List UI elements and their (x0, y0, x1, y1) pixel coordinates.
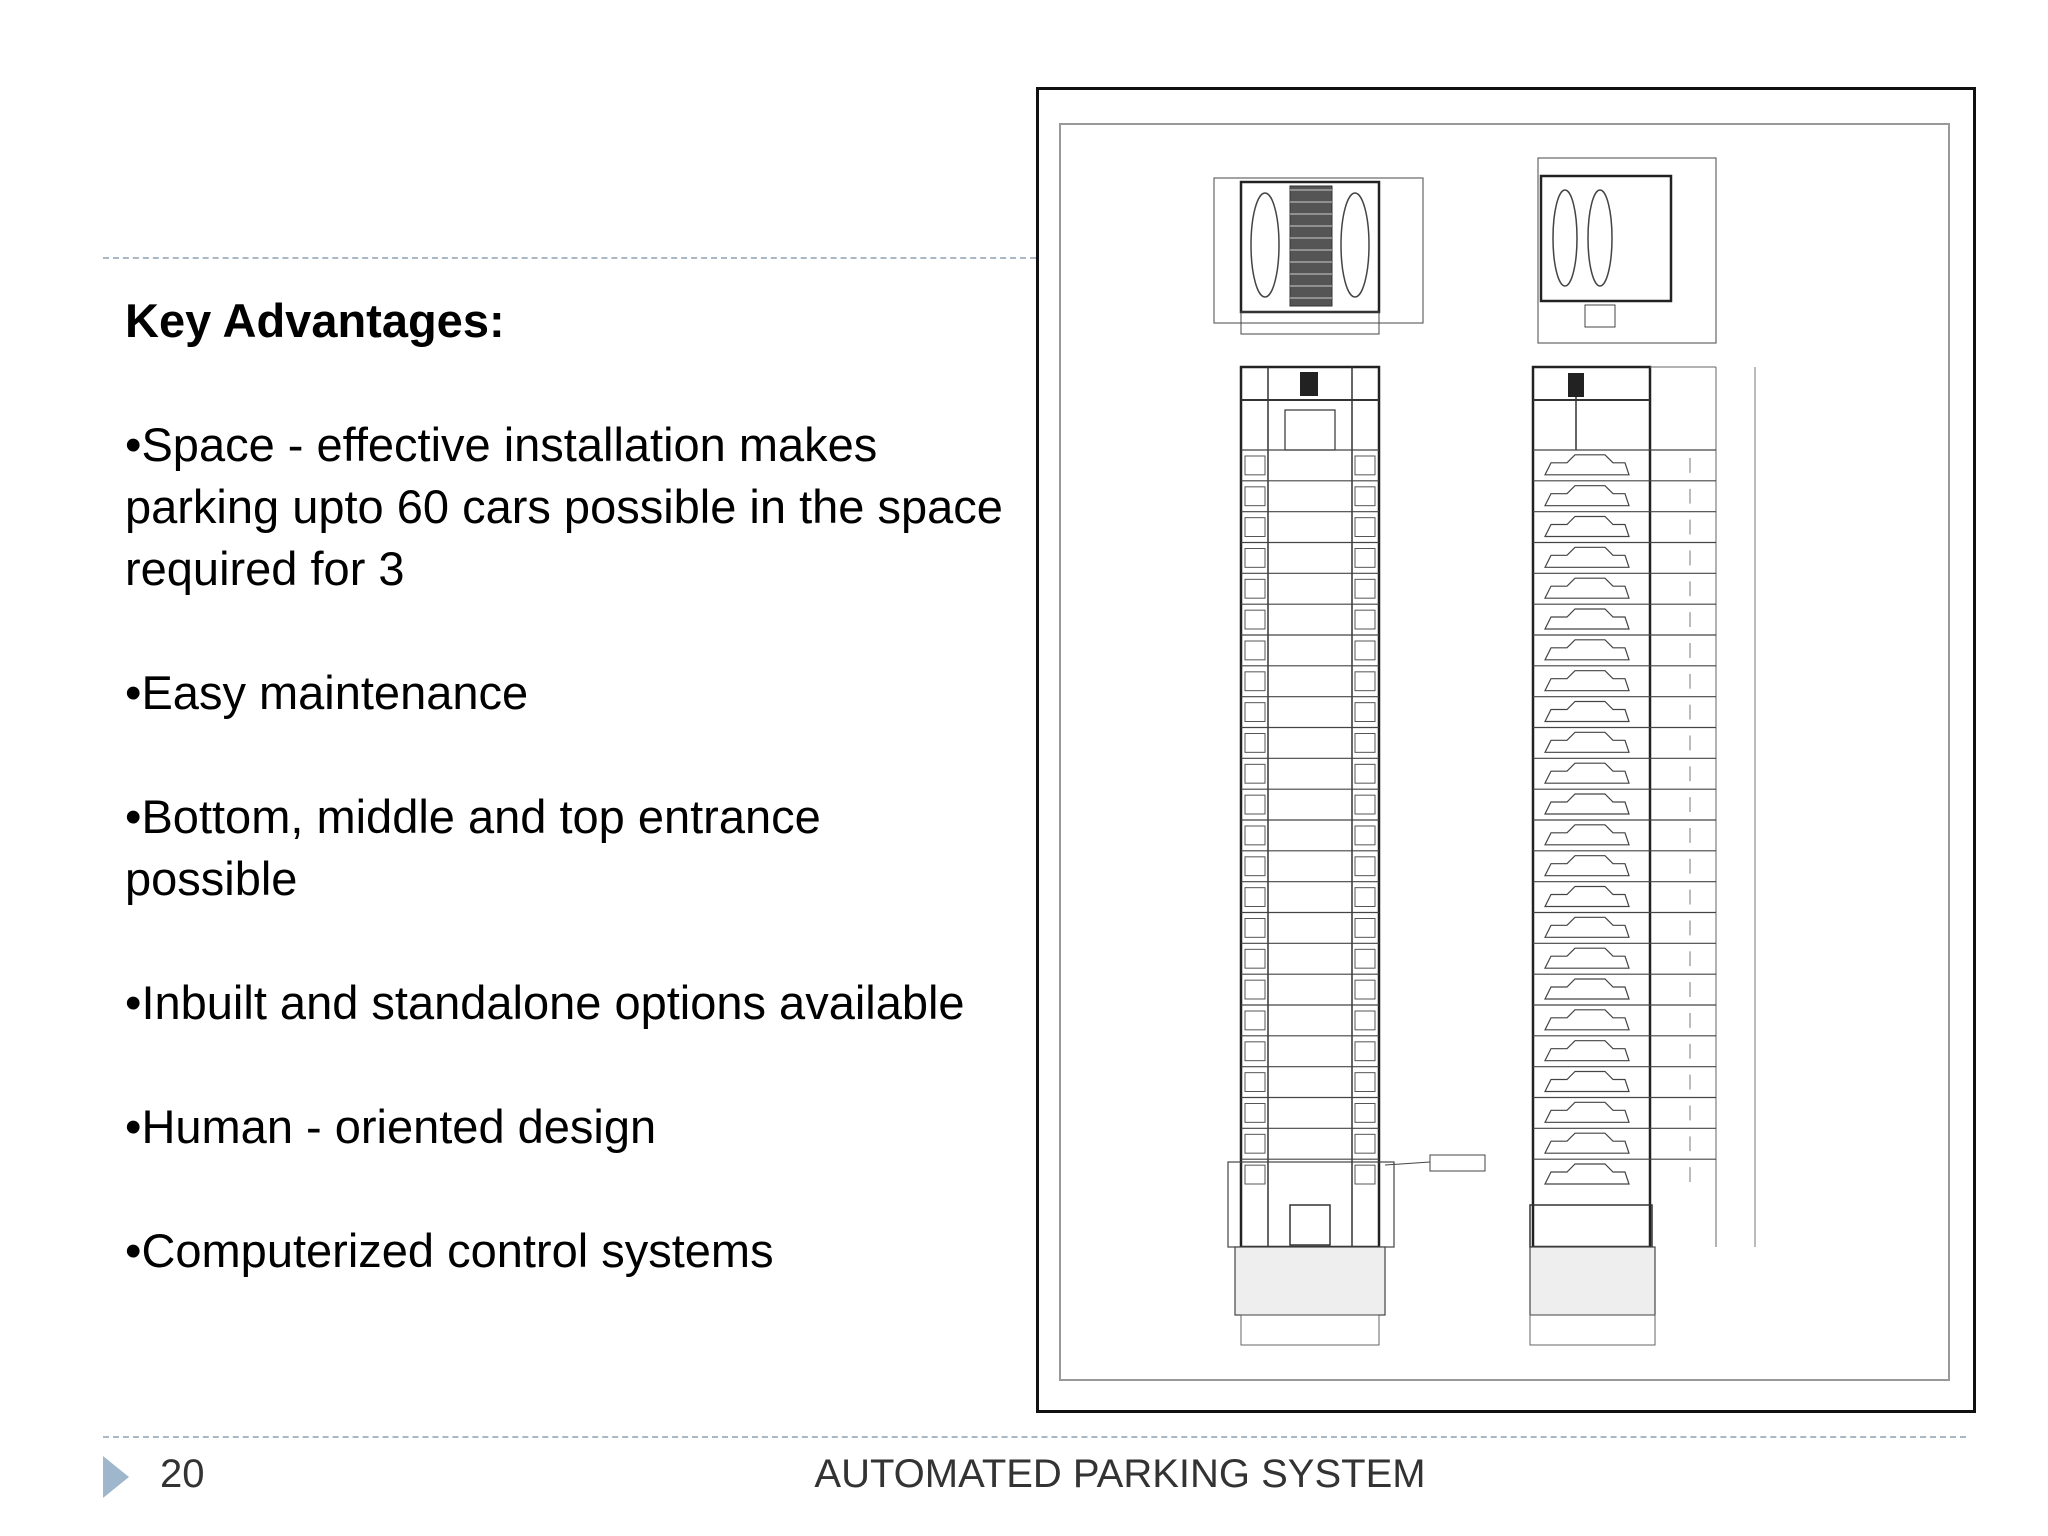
car-icon (1545, 948, 1629, 968)
parking-tower-drawing (1036, 87, 1976, 1413)
parking-bay (1355, 1042, 1375, 1061)
parking-bay (1245, 826, 1265, 845)
car-icon (1545, 1010, 1629, 1030)
parking-bay (1355, 456, 1375, 475)
car-icon (1545, 917, 1629, 937)
parking-bay (1245, 1042, 1265, 1061)
car-icon (1545, 1102, 1629, 1122)
car-icon (1545, 1072, 1629, 1092)
parking-bay (1245, 949, 1265, 968)
car-icon (1545, 1164, 1629, 1184)
parking-bay (1355, 1165, 1375, 1184)
bullet-item: •Human - oriented design (125, 1100, 657, 1153)
car-icon (1545, 671, 1629, 691)
parking-bay (1355, 1011, 1375, 1030)
parking-bay (1355, 703, 1375, 722)
car-icon (1545, 609, 1629, 629)
entrance-car (1530, 1205, 1652, 1247)
car-icon (1545, 486, 1629, 506)
slide-title: Key Advantages: (125, 294, 505, 347)
parking-bay (1355, 857, 1375, 876)
footer-divider (103, 1436, 1966, 1438)
parking-bay (1355, 795, 1375, 814)
parking-bay (1355, 826, 1375, 845)
page-number: 20 (160, 1452, 205, 1496)
tower-elevation-left (1241, 367, 1379, 1247)
parking-bay (1355, 579, 1375, 598)
foundation (1530, 1247, 1655, 1315)
slide-content (125, 290, 1005, 1344)
car-icon (1545, 794, 1629, 814)
car-icon (1341, 193, 1369, 297)
car-icon (1545, 455, 1629, 475)
tower-elevation-right (1533, 367, 1650, 1247)
bullet-item: •Space - effective installation makes parking upto 60 cars possible in the space required for 3 (125, 418, 1003, 595)
parking-bay (1355, 610, 1375, 629)
parking-bay (1355, 518, 1375, 537)
car-icon (1545, 732, 1629, 752)
car-icon (1545, 702, 1629, 722)
parking-bay (1245, 518, 1265, 537)
entrance-car (1290, 1205, 1330, 1245)
parking-bay (1245, 641, 1265, 660)
parking-bay (1355, 1134, 1375, 1153)
parking-bay (1355, 487, 1375, 506)
parking-bay (1355, 764, 1375, 783)
parking-bay (1245, 1165, 1265, 1184)
parking-bay (1245, 1011, 1265, 1030)
callout-label (1430, 1155, 1485, 1171)
car-icon (1545, 1041, 1629, 1061)
parking-bay (1245, 1073, 1265, 1092)
car-icon (1545, 856, 1629, 876)
car-icon (1545, 640, 1629, 660)
car-icon (1545, 517, 1629, 537)
parking-bay (1245, 734, 1265, 753)
parking-bay (1245, 703, 1265, 722)
car-icon (1553, 190, 1577, 286)
car-icon (1545, 979, 1629, 999)
bullet-item: •Computerized control systems (125, 1224, 774, 1277)
bullet-item: •Bottom, middle and top entrance possible (125, 790, 821, 905)
top-divider (103, 257, 1036, 259)
inner-frame (1060, 124, 1949, 1380)
parking-bay (1355, 980, 1375, 999)
car-icon (1545, 825, 1629, 845)
foundation (1235, 1247, 1385, 1315)
car-icon (1588, 190, 1612, 286)
parking-bay (1245, 672, 1265, 691)
parking-bay (1245, 919, 1265, 938)
car-icon (1545, 1133, 1629, 1153)
lift-motor (1300, 372, 1318, 396)
parking-bay (1245, 764, 1265, 783)
footer-title: AUTOMATED PARKING SYSTEM (814, 1452, 1426, 1496)
parking-bay (1355, 1073, 1375, 1092)
bullet-item: •Easy maintenance (125, 666, 529, 719)
footer-triangle-icon (103, 1456, 129, 1498)
drawing-line (1285, 410, 1335, 450)
parking-bay (1355, 734, 1375, 753)
parking-bay (1245, 795, 1265, 814)
car-icon (1251, 193, 1279, 297)
car-icon (1545, 763, 1629, 783)
parking-bay (1245, 487, 1265, 506)
parking-bay (1355, 949, 1375, 968)
car-icon (1545, 547, 1629, 567)
car-icon (1545, 887, 1629, 907)
parking-bay (1245, 456, 1265, 475)
parking-bay (1245, 579, 1265, 598)
plan-view-right (1538, 158, 1716, 343)
parking-bay (1245, 1104, 1265, 1123)
parking-bay (1355, 672, 1375, 691)
parking-bay (1355, 1104, 1375, 1123)
parking-bay (1245, 1134, 1265, 1153)
lift-platform (1290, 186, 1332, 306)
parking-bay (1245, 980, 1265, 999)
drawing-line (1585, 305, 1615, 327)
parking-bay (1245, 857, 1265, 876)
car-icon (1545, 578, 1629, 598)
parking-bay (1355, 919, 1375, 938)
engineering-drawing (1039, 90, 1973, 1410)
drawing-line (1241, 1315, 1379, 1345)
parking-bay (1355, 641, 1375, 660)
bullet-item: •Inbuilt and standalone options available (125, 976, 965, 1029)
drawing-line (1530, 1315, 1655, 1345)
lift-motor (1568, 373, 1584, 397)
parking-bay (1245, 549, 1265, 568)
parking-bay (1355, 549, 1375, 568)
parking-bay (1355, 888, 1375, 907)
parking-bay (1245, 888, 1265, 907)
parking-bay (1245, 610, 1265, 629)
